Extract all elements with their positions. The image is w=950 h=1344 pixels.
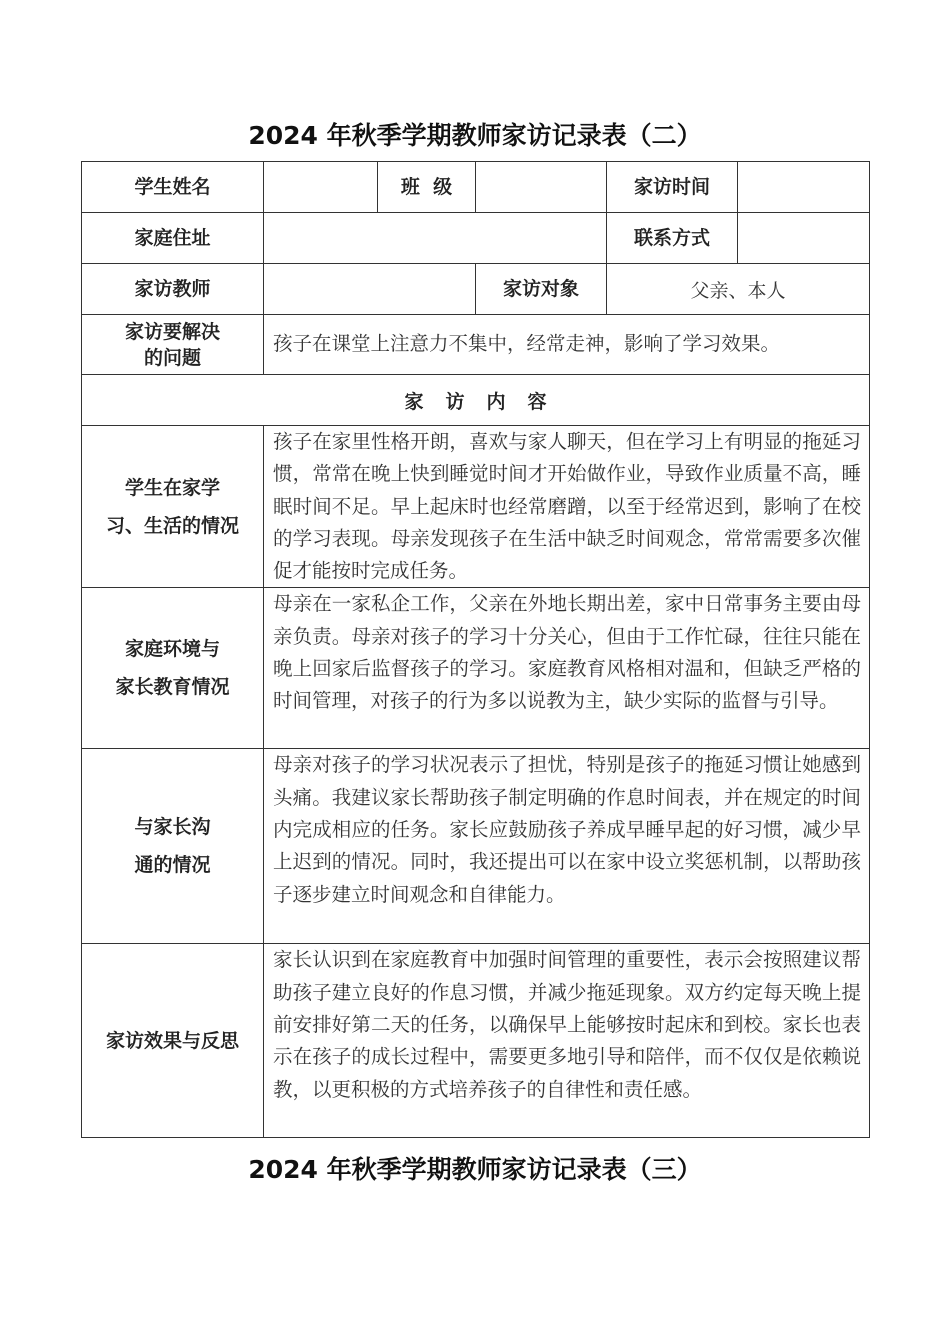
family-env-label <box>82 588 264 749</box>
study-life-label-line2: 习、生活的情况 <box>105 514 239 537</box>
problem-label-line2: 的问题 <box>143 346 201 369</box>
problem-text[interactable]: 孩子在课堂上注意力不集中，经常走神，影响了学习效果。 <box>264 315 870 375</box>
table-row <box>82 375 870 426</box>
table-row <box>82 944 870 1138</box>
student-name-field[interactable] <box>264 162 378 213</box>
table-row <box>82 213 870 264</box>
address-label: 家庭住址 <box>82 213 264 264</box>
visit-target-field[interactable]: 父亲、本人 <box>607 264 870 315</box>
table-row <box>82 426 870 588</box>
family-env-text[interactable]: 母亲在一家私企工作，父亲在外地长期出差，家中日常事务主要由母亲负责。母亲对孩子的学习十分关心，但由于工作忙碌，往往只能在晚上回家后监督孩子的学习。家庭教育风格相对温和，但缺乏严格的时间管理，对孩子的行为多以说教为主，缺少实际的监督与引导。 <box>264 588 870 749</box>
study-life-text[interactable]: 孩子在家里性格开朗，喜欢与家人聊天，但在学习上有明显的拖延习惯，常常在晚上快到睡觉时间才开始做作业，导致作业质量不高，睡眠时间不足。早上起床时也经常磨蹭，以至于经常迟到，影响了在校的学习表现。母亲发现孩子在生活中缺乏时间观念，常常需要多次催促才能按时完成任务。 <box>264 426 870 588</box>
problem-label <box>82 315 264 375</box>
communication-label-line2: 通的情况 <box>134 854 211 877</box>
next-document-title: 2024 年秋季学期教师家访记录表（三） <box>248 1155 702 1184</box>
visit-time-label: 家访时间 <box>607 162 738 213</box>
address-field[interactable] <box>264 213 607 264</box>
home-visit-record-table <box>81 161 870 1138</box>
effect-label: 家访效果与反思 <box>82 944 264 1138</box>
class-label: 班 级 <box>378 162 476 213</box>
table-row <box>82 588 870 749</box>
table-row <box>82 749 870 944</box>
student-name-label: 学生姓名 <box>82 162 264 213</box>
problem-label-line1: 家访要解决 <box>124 320 220 343</box>
table-row <box>82 315 870 375</box>
visit-time-field[interactable] <box>738 162 870 213</box>
content-section-header: 家访内容 <box>82 375 870 426</box>
communication-label <box>82 749 264 944</box>
table-row <box>82 162 870 213</box>
contact-label: 联系方式 <box>607 213 738 264</box>
contact-field[interactable] <box>738 213 870 264</box>
document-title: 2024 年秋季学期教师家访记录表（二） <box>248 121 702 150</box>
study-life-label-line1: 学生在家学 <box>124 476 220 499</box>
communication-text[interactable]: 母亲对孩子的学习状况表示了担忧，特别是孩子的拖延习惯让她感到头痛。我建议家长帮助孩子制定明确的作息时间表，并在规定的时间内完成相应的任务。家长应鼓励孩子养成早睡早起的好习惯，减少早上迟到的情况。同时，我还提出可以在家中设立奖惩机制，以帮助孩子逐步建立时间观念和自律能力。 <box>264 749 870 944</box>
teacher-label: 家访教师 <box>82 264 264 315</box>
family-env-label-line2: 家长教育情况 <box>115 676 230 699</box>
study-life-label <box>82 426 264 588</box>
teacher-field[interactable] <box>264 264 476 315</box>
class-field[interactable] <box>476 162 607 213</box>
table-row <box>82 264 870 315</box>
family-env-label-line1: 家庭环境与 <box>124 638 220 661</box>
effect-text[interactable]: 家长认识到在家庭教育中加强时间管理的重要性，表示会按照建议帮助孩子建立良好的作息习惯，并减少拖延现象。双方约定每天晚上提前安排好第二天的任务，以确保早上能够按时起床和到校。家长也表示在孩子的成长过程中，需要更多地引导和陪伴，而不仅仅是依赖说教，以更积极的方式培养孩子的自律性和责任感。 <box>264 944 870 1138</box>
communication-label-line1: 与家长沟 <box>134 816 211 839</box>
visit-target-label: 家访对象 <box>476 264 607 315</box>
